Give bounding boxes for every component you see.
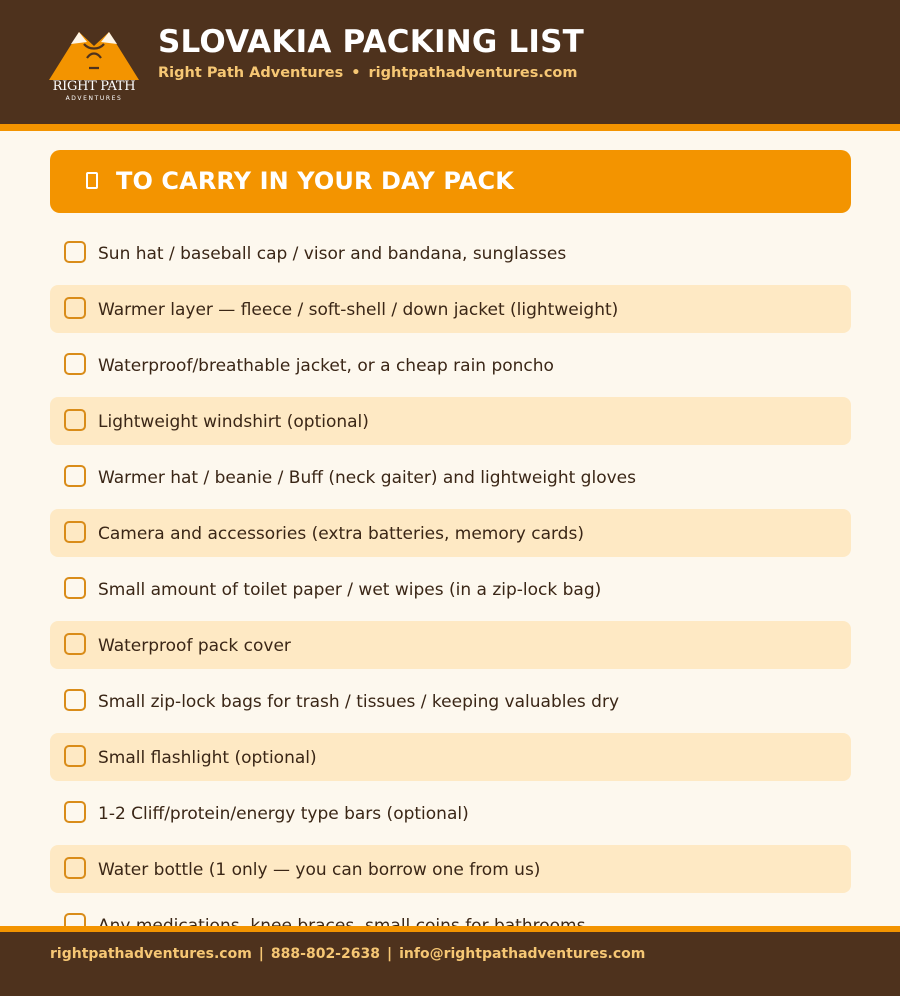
logo-text: RIGHT PATH — [52, 79, 136, 94]
list-item — [50, 621, 851, 669]
footer-contact — [50, 944, 645, 964]
header-accent-stripe — [0, 124, 900, 131]
list-item — [50, 509, 851, 557]
item-checkbox[interactable] — [64, 241, 86, 263]
header-website-link[interactable]: rightpathadventures.com — [368, 65, 578, 81]
logo-subtext: ADVENTURES — [65, 95, 123, 102]
item-checkbox[interactable] — [64, 521, 86, 543]
page-title: SLOVAKIA PACKING LIST — [158, 24, 585, 60]
list-item — [50, 341, 851, 389]
item-checkbox[interactable] — [64, 745, 86, 767]
item-label: Lightweight windshirt (optional) — [98, 412, 369, 432]
item-label: Waterproof/breathable jacket, or a cheap rain poncho — [98, 356, 554, 376]
list-item — [50, 733, 851, 781]
footer-phone[interactable]: 888-802-2638 — [270, 946, 380, 962]
item-checkbox[interactable] — [64, 297, 86, 319]
item-label: Sun hat / baseball cap / visor and bandana, sunglasses — [98, 244, 567, 264]
item-label: Camera and accessories (extra batteries, memory cards) — [98, 524, 584, 544]
list-item — [50, 285, 851, 333]
item-label: Small zip-lock bags for trash / tissues / keeping valuables dry — [98, 692, 620, 712]
section-title: TO CARRY IN YOUR DAY PACK — [116, 167, 514, 195]
subtitle-separator: • — [351, 65, 361, 81]
footer-separator: | — [386, 946, 393, 962]
item-label: Warmer layer — fleece / soft-shell / down jacket (lightweight) — [98, 300, 619, 320]
item-checkbox[interactable] — [64, 353, 86, 375]
item-checkbox[interactable] — [64, 409, 86, 431]
item-label: 1-2 Cliff/protein/energy type bars (optional) — [98, 804, 469, 824]
item-checkbox[interactable] — [64, 577, 86, 599]
page-header — [0, 0, 900, 124]
item-label: Waterproof pack cover — [98, 636, 291, 656]
item-checkbox[interactable] — [64, 465, 86, 487]
list-item — [50, 229, 851, 277]
mountain-logo-icon — [49, 24, 139, 106]
footer-separator: | — [258, 946, 264, 962]
item-label: Warmer hat / beanie / Buff (neck gaiter) and lightweight gloves — [98, 468, 636, 488]
list-item — [50, 397, 851, 445]
brand-name: Right Path Adventures — [158, 65, 344, 81]
backpack-icon — [86, 172, 98, 189]
section-header — [50, 150, 851, 213]
header-subtitle — [158, 63, 578, 83]
item-checkbox[interactable] — [64, 689, 86, 711]
item-checkbox[interactable] — [64, 801, 86, 823]
item-label: Small amount of toilet paper / wet wipes (in a zip-lock bag) — [98, 580, 602, 600]
item-label: Small flashlight (optional) — [98, 748, 317, 768]
list-item — [50, 565, 851, 613]
footer-website-link[interactable]: rightpathadventures.com — [50, 946, 252, 962]
item-checkbox[interactable] — [64, 633, 86, 655]
packing-list — [50, 229, 851, 957]
list-item — [50, 789, 851, 837]
list-item — [50, 453, 851, 501]
footer-email-link[interactable]: info@rightpathadventures.com — [399, 946, 646, 962]
page-footer — [0, 932, 900, 996]
list-item — [50, 845, 851, 893]
list-item — [50, 677, 851, 725]
item-checkbox[interactable] — [64, 857, 86, 879]
item-label: Water bottle (1 only — you can borrow one from us) — [98, 860, 541, 880]
